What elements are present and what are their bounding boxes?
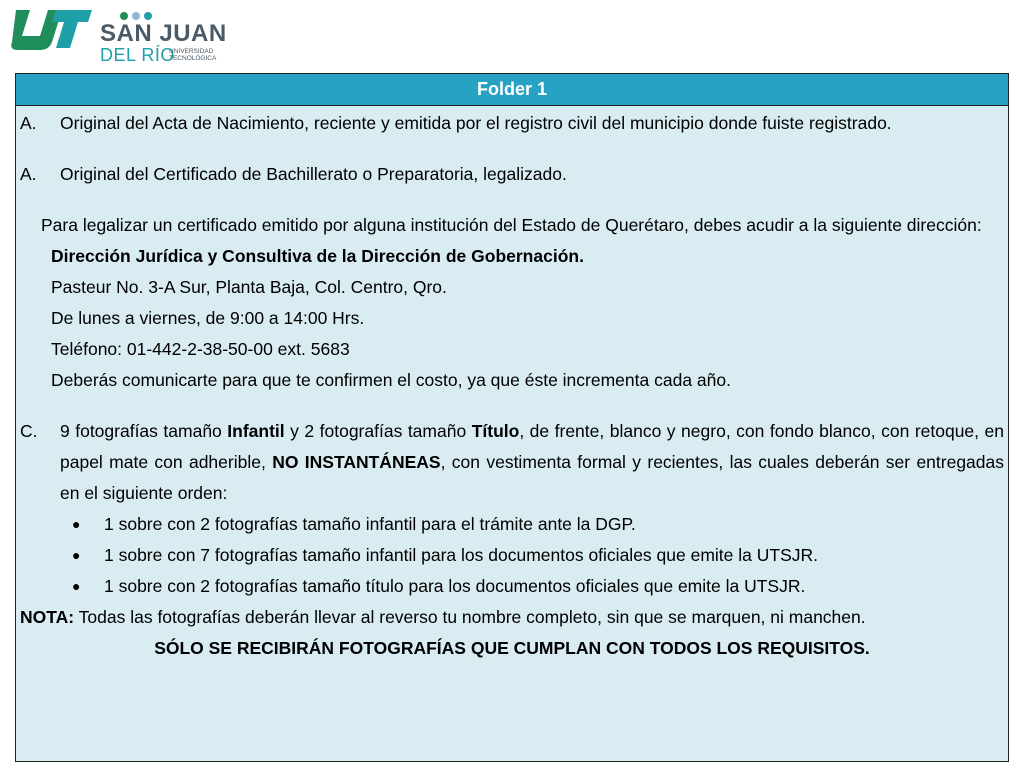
item-label: A. <box>20 113 37 133</box>
item-certificado <box>20 159 1004 190</box>
nota-text: Todas las fotografías deberán llevar al reverso tu nombre completo, sin que se marquen, ni manchen. <box>74 607 866 627</box>
logo-del-rio: DEL RÍO <box>100 45 175 65</box>
logo-san-juan: SAN JUAN <box>100 20 227 47</box>
item-acta-nacimiento <box>20 108 1004 139</box>
legalize-intro: Para legalizar un certificado emitido por alguna institución del Estado de Querétaro, debes acudir a la siguiente dirección: <box>41 215 982 235</box>
list-item: ● 1 sobre con 2 fotografías tamaño título para los documentos oficiales que emite la UTSJR. <box>20 571 1004 602</box>
requirements-table <box>15 73 1009 762</box>
final-note: SÓLO SE RECIBIRÁN FOTOGRAFÍAS QUE CUMPLAN CON TODOS LOS REQUISITOS. <box>154 638 870 658</box>
table-header: Folder 1 <box>16 74 1008 106</box>
table-body <box>16 106 1008 664</box>
nota <box>20 602 1004 633</box>
list-item: ● 1 sobre con 2 fotografías tamaño infantil para el trámite ante la DGP. <box>20 509 1004 540</box>
bullet-icon: ● <box>72 578 81 594</box>
list-item: ● 1 sobre con 7 fotografías tamaño infantil para los documentos oficiales que emite la UTSJR. <box>20 540 1004 571</box>
item-text: 9 fotografías tamaño Infantil y 2 fotografías tamaño Título, de frente, blanco y negro, con fondo blanco, con retoque, en papel mate con adherible, NO INSTANTÁNEAS, con vestimenta formal y recientes, las cuales deberán ser entregadas en el siguiente orden: <box>60 421 1005 503</box>
address-phone: Teléfono: 01-442-2-38-50-00 ext. 5683 <box>51 339 350 359</box>
logo-universidad: UNIVERSIDAD TECNOLÓGICA <box>169 48 217 62</box>
bullet-icon: ● <box>72 547 81 563</box>
bullet-icon: ● <box>72 516 81 532</box>
ut-logo-mark <box>10 8 92 50</box>
item-fotografias <box>20 416 1004 509</box>
item-label: A. <box>20 164 37 184</box>
address-hours: De lunes a viernes, de 9:00 a 14:00 Hrs. <box>51 308 365 328</box>
address-office: Dirección Jurídica y Consultiva de la Dirección de Gobernación. <box>51 246 584 266</box>
item-text: Original del Certificado de Bachillerato o Preparatoria, legalizado. <box>60 164 567 184</box>
nota-label: NOTA: <box>20 607 75 627</box>
item-text: Original del Acta de Nacimiento, reciente y emitida por el registro civil del municipio donde fuiste registrado. <box>60 113 892 133</box>
item-label: C. <box>20 421 38 441</box>
address-street: Pasteur No. 3-A Sur, Planta Baja, Col. Centro, Qro. <box>51 277 447 297</box>
address-cost-note: Deberás comunicarte para que te confirmen el costo, ya que éste incrementa cada año. <box>51 370 731 390</box>
utsjr-logo <box>10 4 230 66</box>
